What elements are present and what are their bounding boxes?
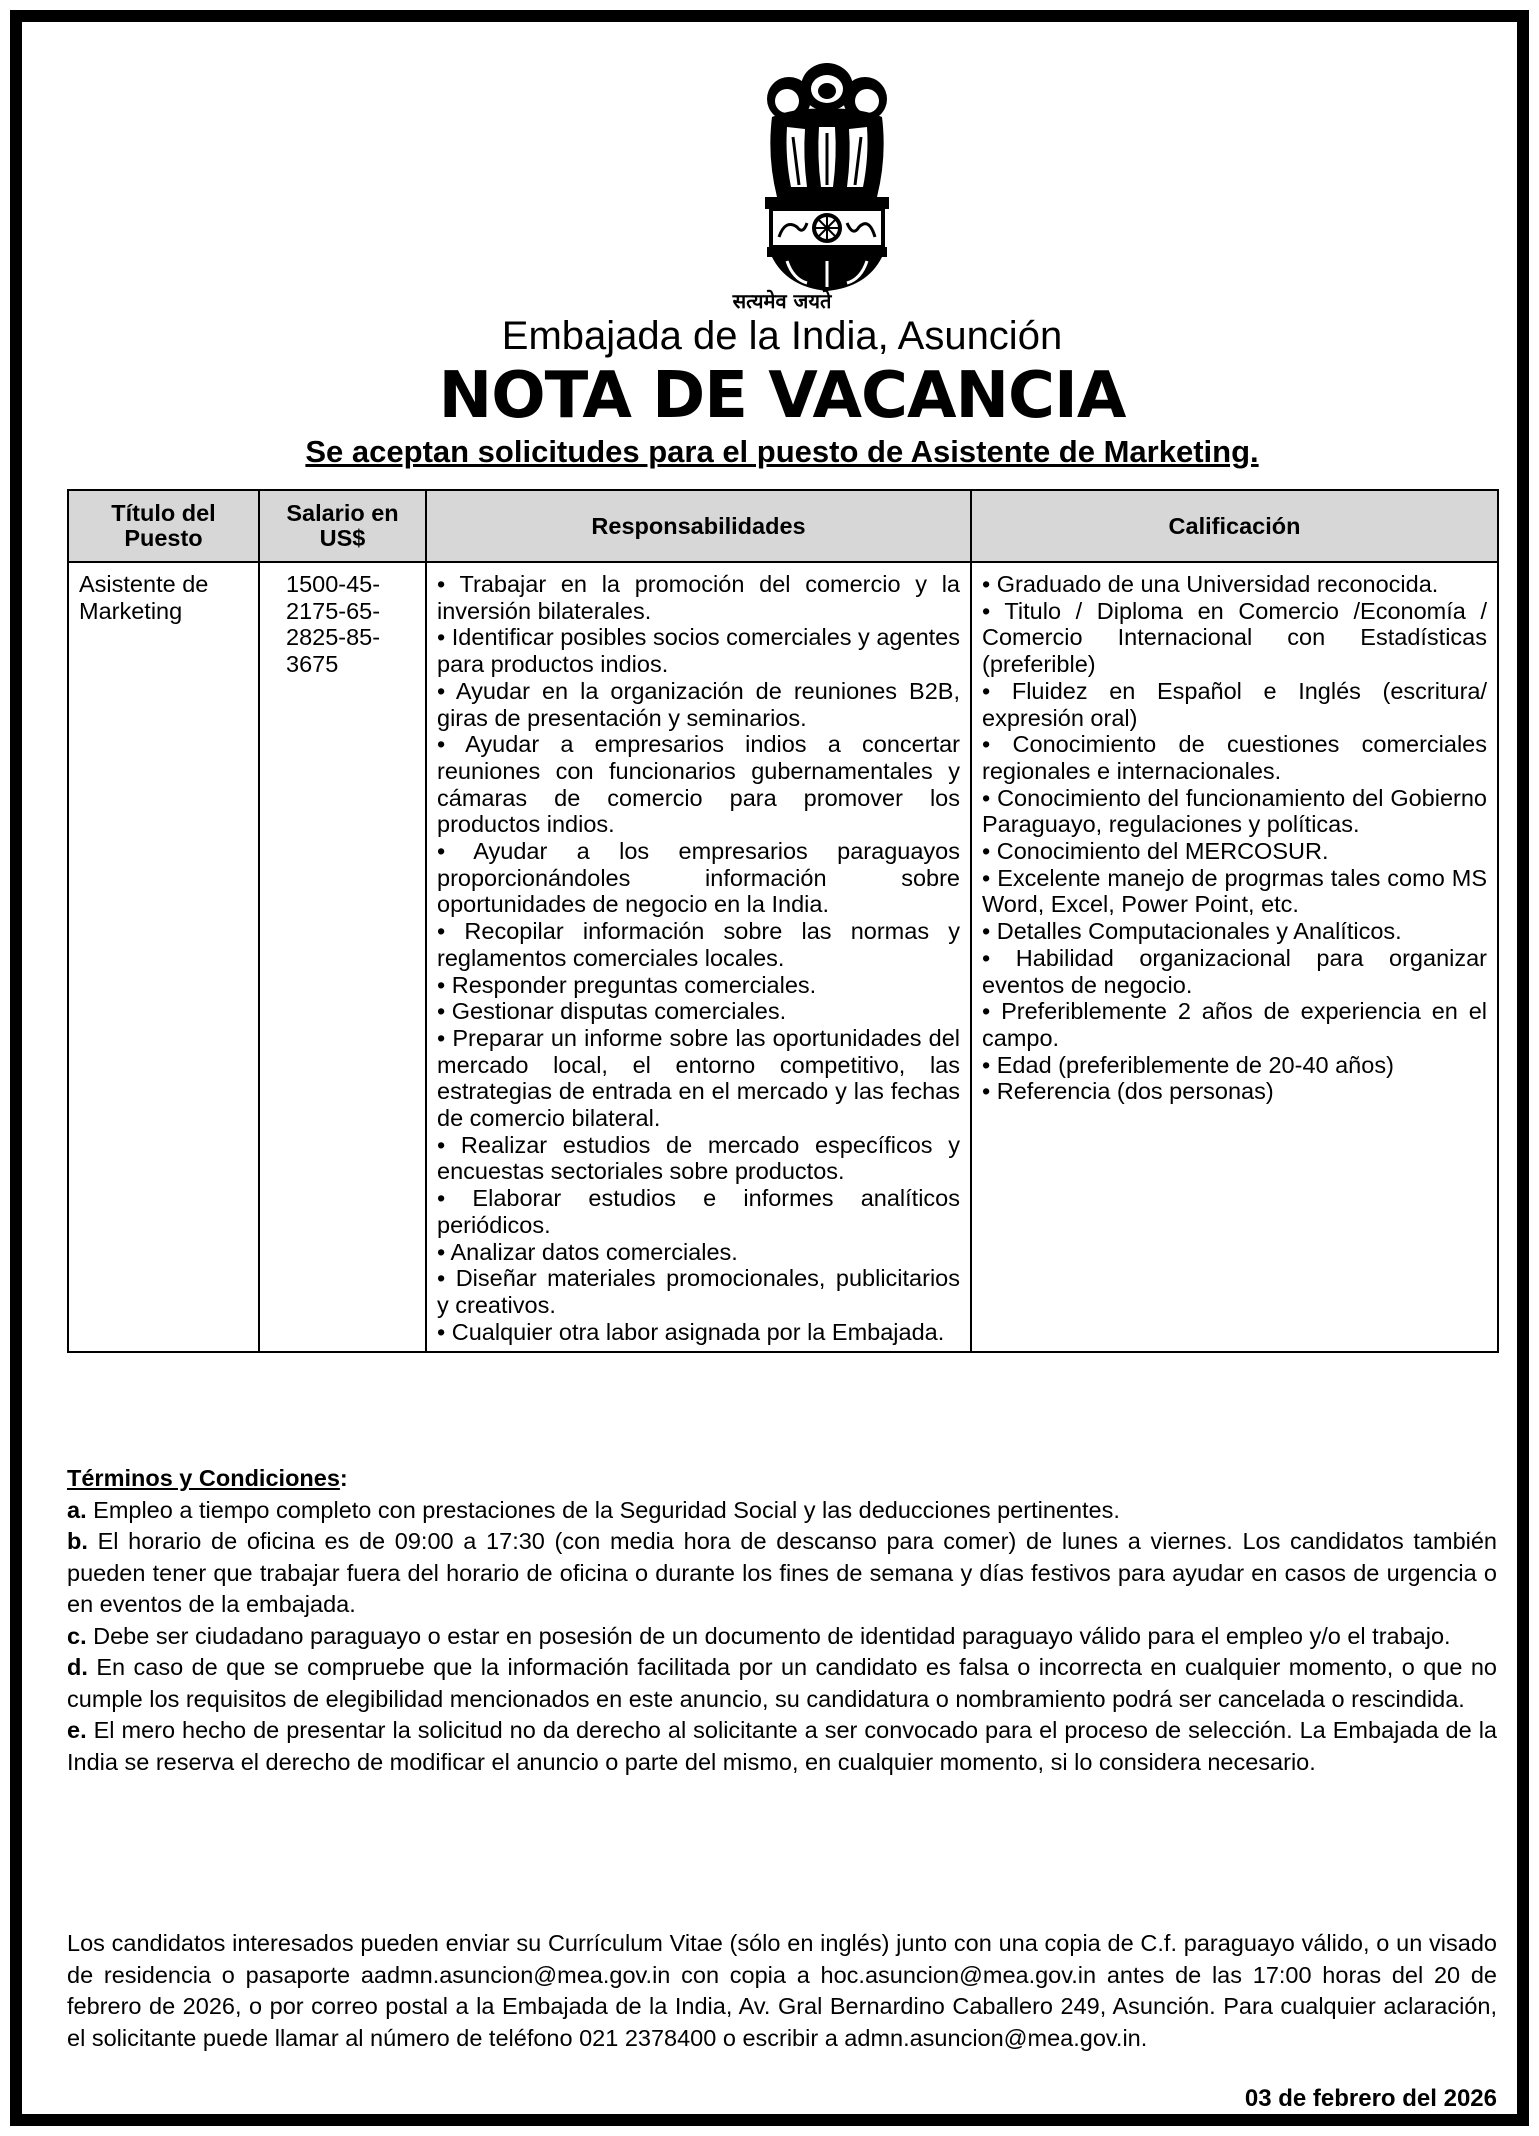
responsibility-item: • Elaborar estudios e informes analíticos periódicos.: [437, 1185, 960, 1238]
responsibility-item: • Gestionar disputas comerciales.: [437, 998, 787, 1025]
term-item: [67, 1526, 1497, 1621]
responsibility-item: • Ayudar a los empresarios paraguayos proporcionándoles información sobre oportunidades de negocio en la India.: [437, 838, 960, 918]
qualification-item: • Conocimiento de cuestiones comerciales regionales e internacionales.: [982, 731, 1487, 784]
responsibility-item: • Analizar datos comerciales.: [437, 1238, 738, 1265]
term-letter: c.: [67, 1622, 87, 1649]
qualification-item: • Conocimiento del MERCOSUR.: [982, 838, 1329, 865]
responsibility-item: • Diseñar materiales promocionales, publicitarios y creativos.: [437, 1265, 960, 1318]
responsibility-item: • Trabajar en la promoción del comercio y la inversión bilaterales.: [437, 571, 960, 624]
qualification-item: • Edad (preferiblemente de 20-40 años): [982, 1051, 1394, 1078]
table-header-row: [68, 490, 1498, 562]
term-letter: e.: [67, 1717, 87, 1743]
cell-qualifications: [971, 562, 1498, 1352]
terms-heading: [67, 1463, 1497, 1495]
header-responsibilities: Responsabilidades: [426, 490, 971, 562]
terms-title: Términos y Condiciones: [67, 1465, 340, 1491]
header-job-title: Título del Puesto: [68, 490, 259, 562]
terms-colon: :: [339, 1465, 348, 1491]
qualification-item: • Graduado de una Universidad reconocida.: [982, 571, 1439, 597]
salary-scale: 1500-45-2175-65-2825-85-3675: [286, 571, 381, 678]
responsibility-item: • Realizar estudios de mercado específicos y encuestas sectoriales sobre productos.: [437, 1131, 960, 1185]
qualification-item: • Habilidad organizacional para organizar eventos de negocio.: [982, 944, 1487, 998]
page-title: NOTA DE VACANCIA: [438, 359, 1126, 433]
qualification-item: • Conocimiento del funcionamiento del Gobierno Paraguayo, regulaciones y políticas.: [982, 784, 1487, 838]
header-qualification: Calificación: [971, 490, 1498, 562]
term-item: [67, 1652, 1497, 1715]
term-text: El horario de oficina es de 09:00 a 17:30 (con media hora de descanso para comer) de lunes a viernes. Los candidatos también pueden tener que trabajar fuera del horario de oficina o durante los fines de semana y días festivos para ayudar en casos de urgencia o en eventos de la embajada.: [67, 1528, 1497, 1617]
responsibility-item: • Recopilar información sobre las normas y reglamentos comerciales locales.: [437, 918, 960, 971]
qualification-item: • Fluidez en Español e Inglés (escritura/ expresión oral): [982, 677, 1487, 731]
term-text: Debe ser ciudadano paraguayo o estar en posesión de un documento de identidad paraguayo válido para el empleo y/o el trabajo.: [86, 1622, 1451, 1649]
qualification-item: • Excelente manejo de progrmas tales como MS Word, Excel, Power Point, etc.: [982, 864, 1487, 918]
term-item: [67, 1715, 1497, 1778]
qualification-item: • Referencia (dos personas): [982, 1078, 1274, 1105]
embassy-name: Embajada de la India, Asunción: [501, 314, 1063, 358]
responsibility-item: • Identificar posibles socios comerciales y agentes para productos indios.: [437, 624, 960, 678]
table-row: [68, 562, 1498, 1352]
page-subtitle: Se aceptan solicitudes para el puesto de Asistente de Marketing.: [305, 434, 1259, 469]
responsibility-item: • Responder preguntas comerciales.: [437, 971, 817, 998]
qualification-item: • Detalles Computacionales y Analíticos.: [982, 918, 1402, 945]
term-letter: b.: [67, 1528, 88, 1554]
qualification-item: • Titulo / Diploma en Comercio /Economía / Comercio Internacional con Estadísticas (preferible): [982, 597, 1487, 678]
term-letter: d.: [67, 1654, 88, 1680]
responsibility-item: • Cualquier otra labor asignada por la Embajada.: [437, 1318, 945, 1345]
term-text: Empleo a tiempo completo con prestaciones de la Seguridad Social y las deducciones pertinentes.: [86, 1496, 1120, 1523]
term-letter: a.: [67, 1496, 87, 1523]
responsibility-item: • Ayudar en la organización de reuniones B2B, giras de presentación y seminarios.: [437, 677, 960, 731]
terms-section: [67, 1463, 1497, 1778]
term-text: En caso de que se compruebe que la información facilitada por un candidato es falsa o incorrecta en cualquier momento, o que no cumple los requisitos de elegibilidad mencionados en este anuncio, su candidatura o nombramiento podrá ser cancelada o rescindida.: [67, 1654, 1497, 1712]
emblem-motto: सत्यमेव जयते: [732, 289, 832, 313]
term-item: [67, 1621, 1497, 1653]
vacancy-table: [67, 489, 1499, 1353]
header-salary: Salario en US$: [259, 490, 426, 562]
cell-salary: [259, 562, 426, 1352]
notice-frame: [10, 10, 1529, 2126]
qualification-item: • Preferiblemente 2 años de experiencia en el campo.: [982, 998, 1487, 1051]
cell-job-title: Asistente de Marketing: [68, 562, 259, 1352]
notice-date: 03 de febrero del 2026: [1244, 2085, 1497, 2112]
responsibility-item: • Preparar un informe sobre las oportunidades del mercado local, el entorno competitivo, las estrategias de entrada en el mercado y las fechas de comercio bilateral.: [437, 1024, 960, 1132]
term-item: [67, 1495, 1497, 1527]
cell-responsibilities: [426, 562, 971, 1352]
application-instructions: Los candidatos interesados pueden enviar su Currículum Vitae (sólo en inglés) junto con una copia de C.f. paraguayo válido, o un visado de residencia o pasaporte aadmn.asuncion@mea.gov.in con copia a hoc.asuncion@mea.gov.in antes de las 17:00 horas del 20 de febrero de 2026, o por correo postal a la Embajada de la India, Av. Gral Bernardino Caballero 249, Asunción. Para cualquier aclaración, el solicitante puede llamar al número de teléfono 021 2378400 o escribir a admn.asuncion@mea.gov.in.: [67, 1930, 1497, 2051]
term-text: El mero hecho de presentar la solicitud no da derecho al solicitante a ser convocado para el proceso de selección. La Embajada de la India se reserva el derecho de modificar el anuncio o parte del mismo, en cualquier momento, si lo considera necesario.: [67, 1717, 1497, 1775]
responsibility-item: • Ayudar a empresarios indios a concertar reuniones con funcionarios gubernamentales y cámaras de comercio para promover los productos indios.: [437, 731, 960, 838]
